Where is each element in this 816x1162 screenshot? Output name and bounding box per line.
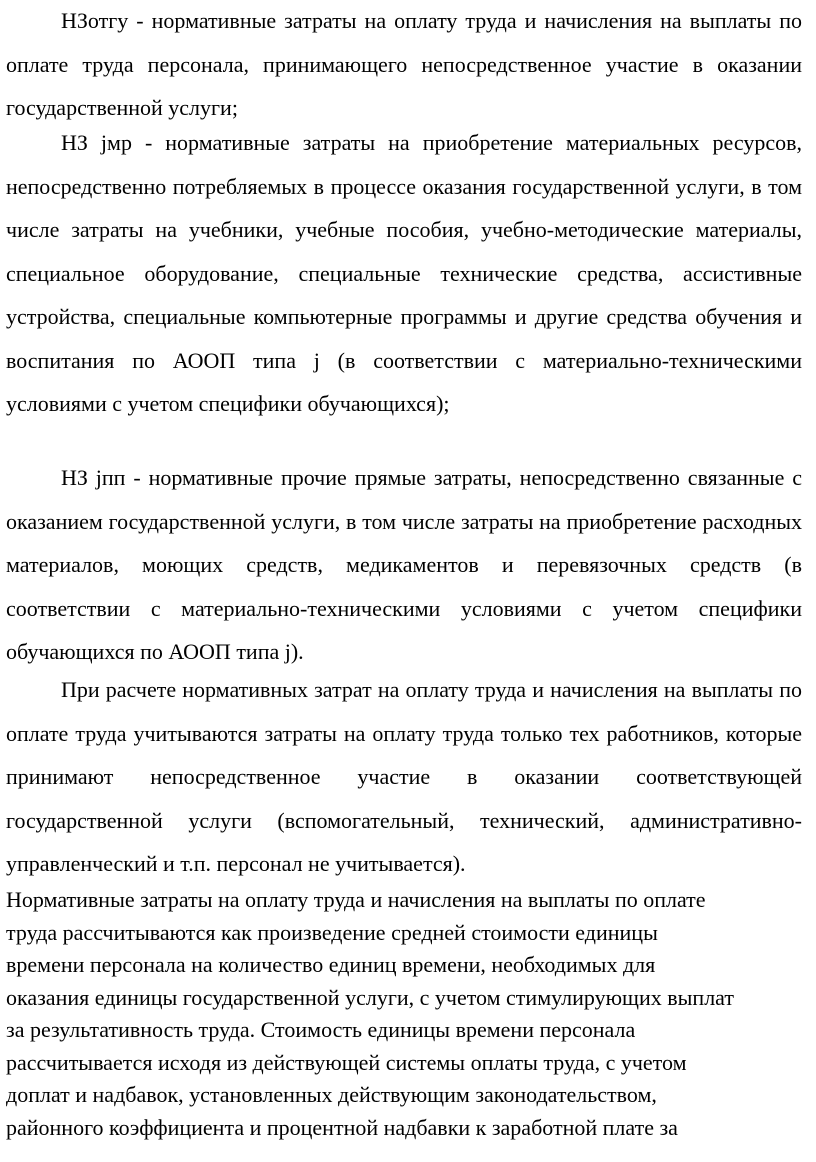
paragraph-nz-pp: НЗ jпп - нормативные прочие прямые затраты, непосредственно связанные с оказанием государственной услуги, в том числе затраты на приобретение расходных материалов, моющих средств, медикаментов и перевязочных средств (в соответствии с материально-техническими условиями с учетом специфики обучающихся по АООП типа j). xyxy=(6,465,802,664)
text-line: районного коэффициента и процентной надбавки к заработной плате за xyxy=(6,1114,678,1140)
text-line: за результативность труда. Стоимость единицы времени персонала xyxy=(6,1017,636,1042)
text-line: Нормативные затраты на оплату труда и начисления на выплаты по оплате xyxy=(6,887,706,912)
text-line: доплат и надбавок, установленных действующим законодательством, xyxy=(6,1082,657,1107)
paragraph-labor-cost-calculation: При расчете нормативных затрат на оплату труда и начисления на выплаты по оплате труда учитываются затраты на оплату труда только тех работников, которые принимают непосредственное участие в оказании соответствующей государственной услуги (вспомогательный, технический, административно-управленческий и т.п. персонал не учитывается). xyxy=(6,677,802,876)
paragraph-nz-otgu: НЗотгу - нормативные затраты на оплату труда и начисления на выплаты по оплате труда персонала, принимающего непосредственное участие в оказании государственной услуги; xyxy=(6,8,802,120)
paragraph-normative-labor-costs xyxy=(6,884,816,1144)
paragraph-nz-mr: НЗ jмр - нормативные затраты на приобретение материальных ресурсов, непосредственно потребляемых в процессе оказания государственной услуги, в том числе затраты на учебники, учебные пособия, учебно-методические материалы, специальное оборудование, специальные технические средства, ассистивные устройства, специальные компьютерные программы и другие средства обучения и воспитания по АООП типа j (в соответствии с материально-техническими условиями с учетом специфики обучающихся); xyxy=(6,130,802,416)
text-line: труда рассчитываются как произведение средней стоимости единицы xyxy=(6,919,658,945)
text-line: рассчитывается исходя из действующей системы оплаты труда, с учетом xyxy=(6,1049,687,1075)
text-line: времени персонала на количество единиц времени, необходимых для xyxy=(6,952,656,977)
text-line: оказания единицы государственной услуги, с учетом стимулирующих выплат xyxy=(6,984,734,1010)
